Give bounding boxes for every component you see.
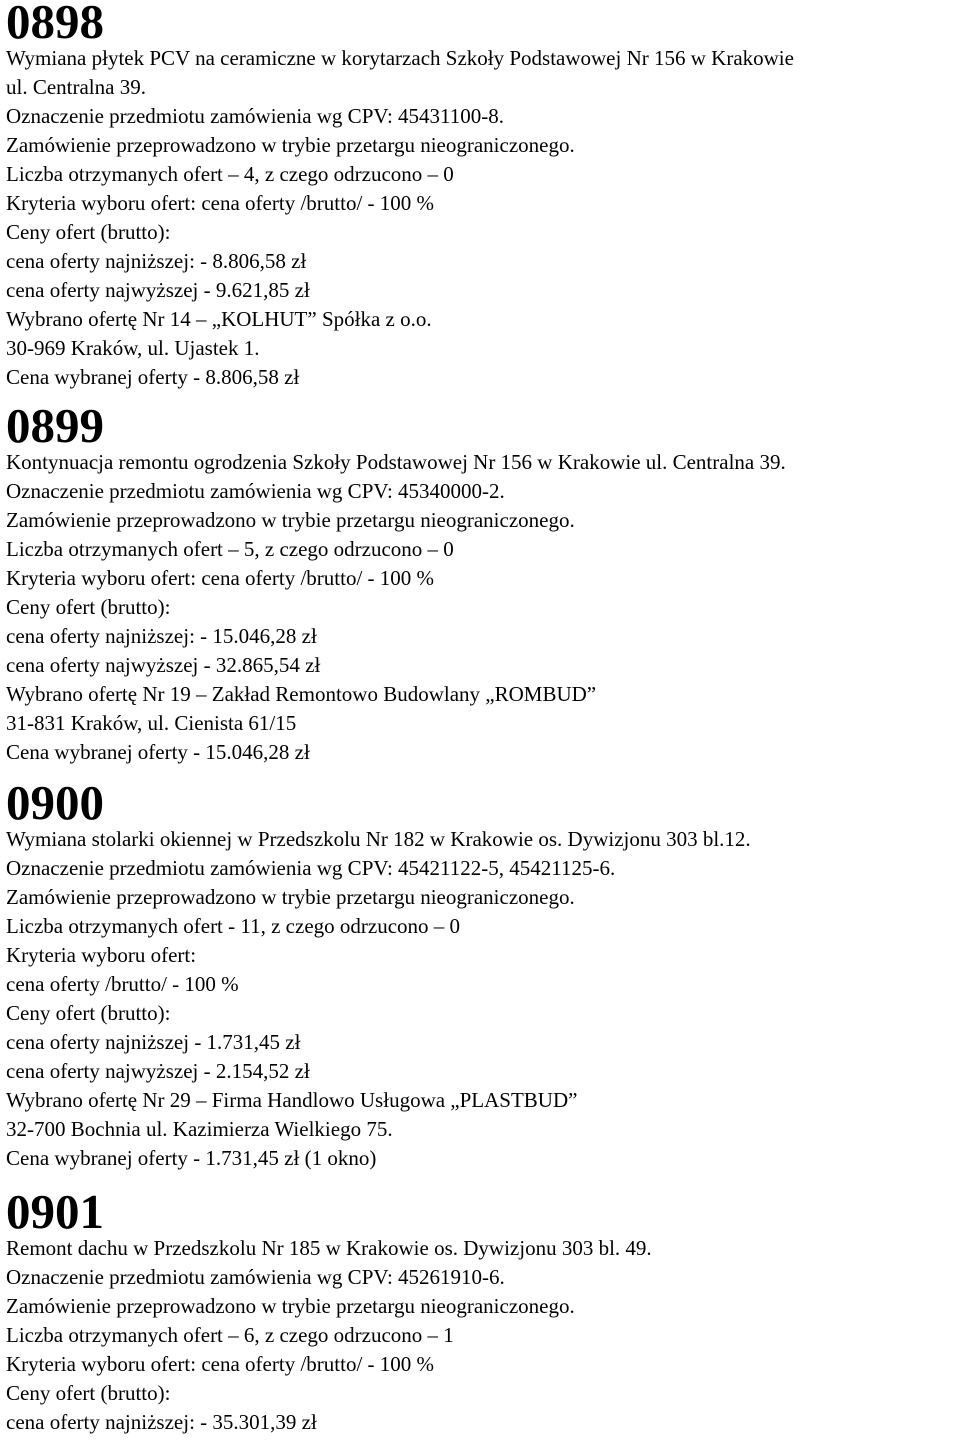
text-line: Wybrano ofertę Nr 19 – Zakład Remontowo Budowlany „ROMBUD” xyxy=(6,682,597,706)
text-line: Oznaczenie przedmiotu zamówienia wg CPV: 45431100-8. xyxy=(6,104,505,128)
text-line: Liczba otrzymanych ofert – 6, z czego odrzucono – 1 xyxy=(6,1323,454,1347)
text-line: cena oferty najniższej: - 15.046,28 zł xyxy=(6,624,317,648)
text-line: Cena wybranej oferty - 1.731,45 zł (1 okno) xyxy=(6,1146,377,1170)
text-line: Liczba otrzymanych ofert – 5, z czego odrzucono – 0 xyxy=(6,537,454,561)
text-line: Wymiana płytek PCV na ceramiczne w korytarzach Szkoły Podstawowej Nr 156 w Krakowie xyxy=(6,46,794,70)
text-line: Kryteria wyboru ofert: xyxy=(6,943,197,967)
text-line: Oznaczenie przedmiotu zamówienia wg CPV: 45421122-5, 45421125-6. xyxy=(6,856,616,880)
text-line: Zamówienie przeprowadzono w trybie przetargu nieograniczonego. xyxy=(6,133,575,157)
text-line: cena oferty /brutto/ - 100 % xyxy=(6,972,239,996)
section-number: 0898 xyxy=(6,0,104,49)
text-line: Kryteria wyboru ofert: cena oferty /brutto/ - 100 % xyxy=(6,566,435,590)
section-number: 0899 xyxy=(6,398,104,453)
text-line: Wybrano ofertę Nr 29 – Firma Handlowo Usługowa „PLASTBUD” xyxy=(6,1088,578,1112)
text-line: Zamówienie przeprowadzono w trybie przetargu nieograniczonego. xyxy=(6,508,575,532)
text-line: 30-969 Kraków, ul. Ujastek 1. xyxy=(6,336,260,360)
text-line: cena oferty najniższej - 1.731,45 zł xyxy=(6,1030,301,1054)
text-line: Remont dachu w Przedszkolu Nr 185 w Krakowie os. Dywizjonu 303 bl. 49. xyxy=(6,1236,652,1260)
text-line: Ceny ofert (brutto): xyxy=(6,220,171,244)
text-line: Liczba otrzymanych ofert - 11, z czego odrzucono – 0 xyxy=(6,914,461,938)
section-0900 xyxy=(6,775,960,1173)
section-number: 0901 xyxy=(6,1184,104,1239)
text-line: Oznaczenie przedmiotu zamówienia wg CPV: 45340000-2. xyxy=(6,479,505,503)
text-line: Wybrano ofertę Nr 14 – „KOLHUT” Spółka z o.o. xyxy=(6,307,432,331)
text-line: Ceny ofert (brutto): xyxy=(6,1381,171,1405)
text-line: cena oferty najniższej: - 8.806,58 zł xyxy=(6,249,307,273)
text-line: Kryteria wyboru ofert: cena oferty /brutto/ - 100 % xyxy=(6,1352,435,1376)
text-line: Kryteria wyboru ofert: cena oferty /brutto/ - 100 % xyxy=(6,191,435,215)
text-line: cena oferty najwyższej - 32.865,54 zł xyxy=(6,653,321,677)
section-0898 xyxy=(6,0,960,392)
text-line: Ceny ofert (brutto): xyxy=(6,1001,171,1025)
text-line: 32-700 Bochnia ul. Kazimierza Wielkiego 75. xyxy=(6,1117,393,1141)
text-line: 31-831 Kraków, ul. Cienista 61/15 xyxy=(6,711,297,735)
text-line: cena oferty najniższej: - 35.301,39 zł xyxy=(6,1410,317,1434)
section-0899 xyxy=(6,398,960,767)
text-line: Liczba otrzymanych ofert – 4, z czego odrzucono – 0 xyxy=(6,162,454,186)
text-line: Kontynuacja remontu ogrodzenia Szkoły Podstawowej Nr 156 w Krakowie ul. Centralna 39. xyxy=(6,450,786,474)
text-line: Zamówienie przeprowadzono w trybie przetargu nieograniczonego. xyxy=(6,1294,575,1318)
text-line: Cena wybranej oferty - 8.806,58 zł xyxy=(6,365,300,389)
text-line: Wymiana stolarki okiennej w Przedszkolu Nr 182 w Krakowie os. Dywizjonu 303 bl.12. xyxy=(6,827,751,851)
text-line: Oznaczenie przedmiotu zamówienia wg CPV: 45261910-6. xyxy=(6,1265,505,1289)
section-0901 xyxy=(6,1184,960,1437)
text-line: ul. Centralna 39. xyxy=(6,75,146,99)
text-line: Ceny ofert (brutto): xyxy=(6,595,171,619)
section-number: 0900 xyxy=(6,775,104,830)
text-line: cena oferty najwyższej - 9.621,85 zł xyxy=(6,278,310,302)
text-line: cena oferty najwyższej - 2.154,52 zł xyxy=(6,1059,310,1083)
text-line: Zamówienie przeprowadzono w trybie przetargu nieograniczonego. xyxy=(6,885,575,909)
text-line: Cena wybranej oferty - 15.046,28 zł xyxy=(6,740,310,764)
